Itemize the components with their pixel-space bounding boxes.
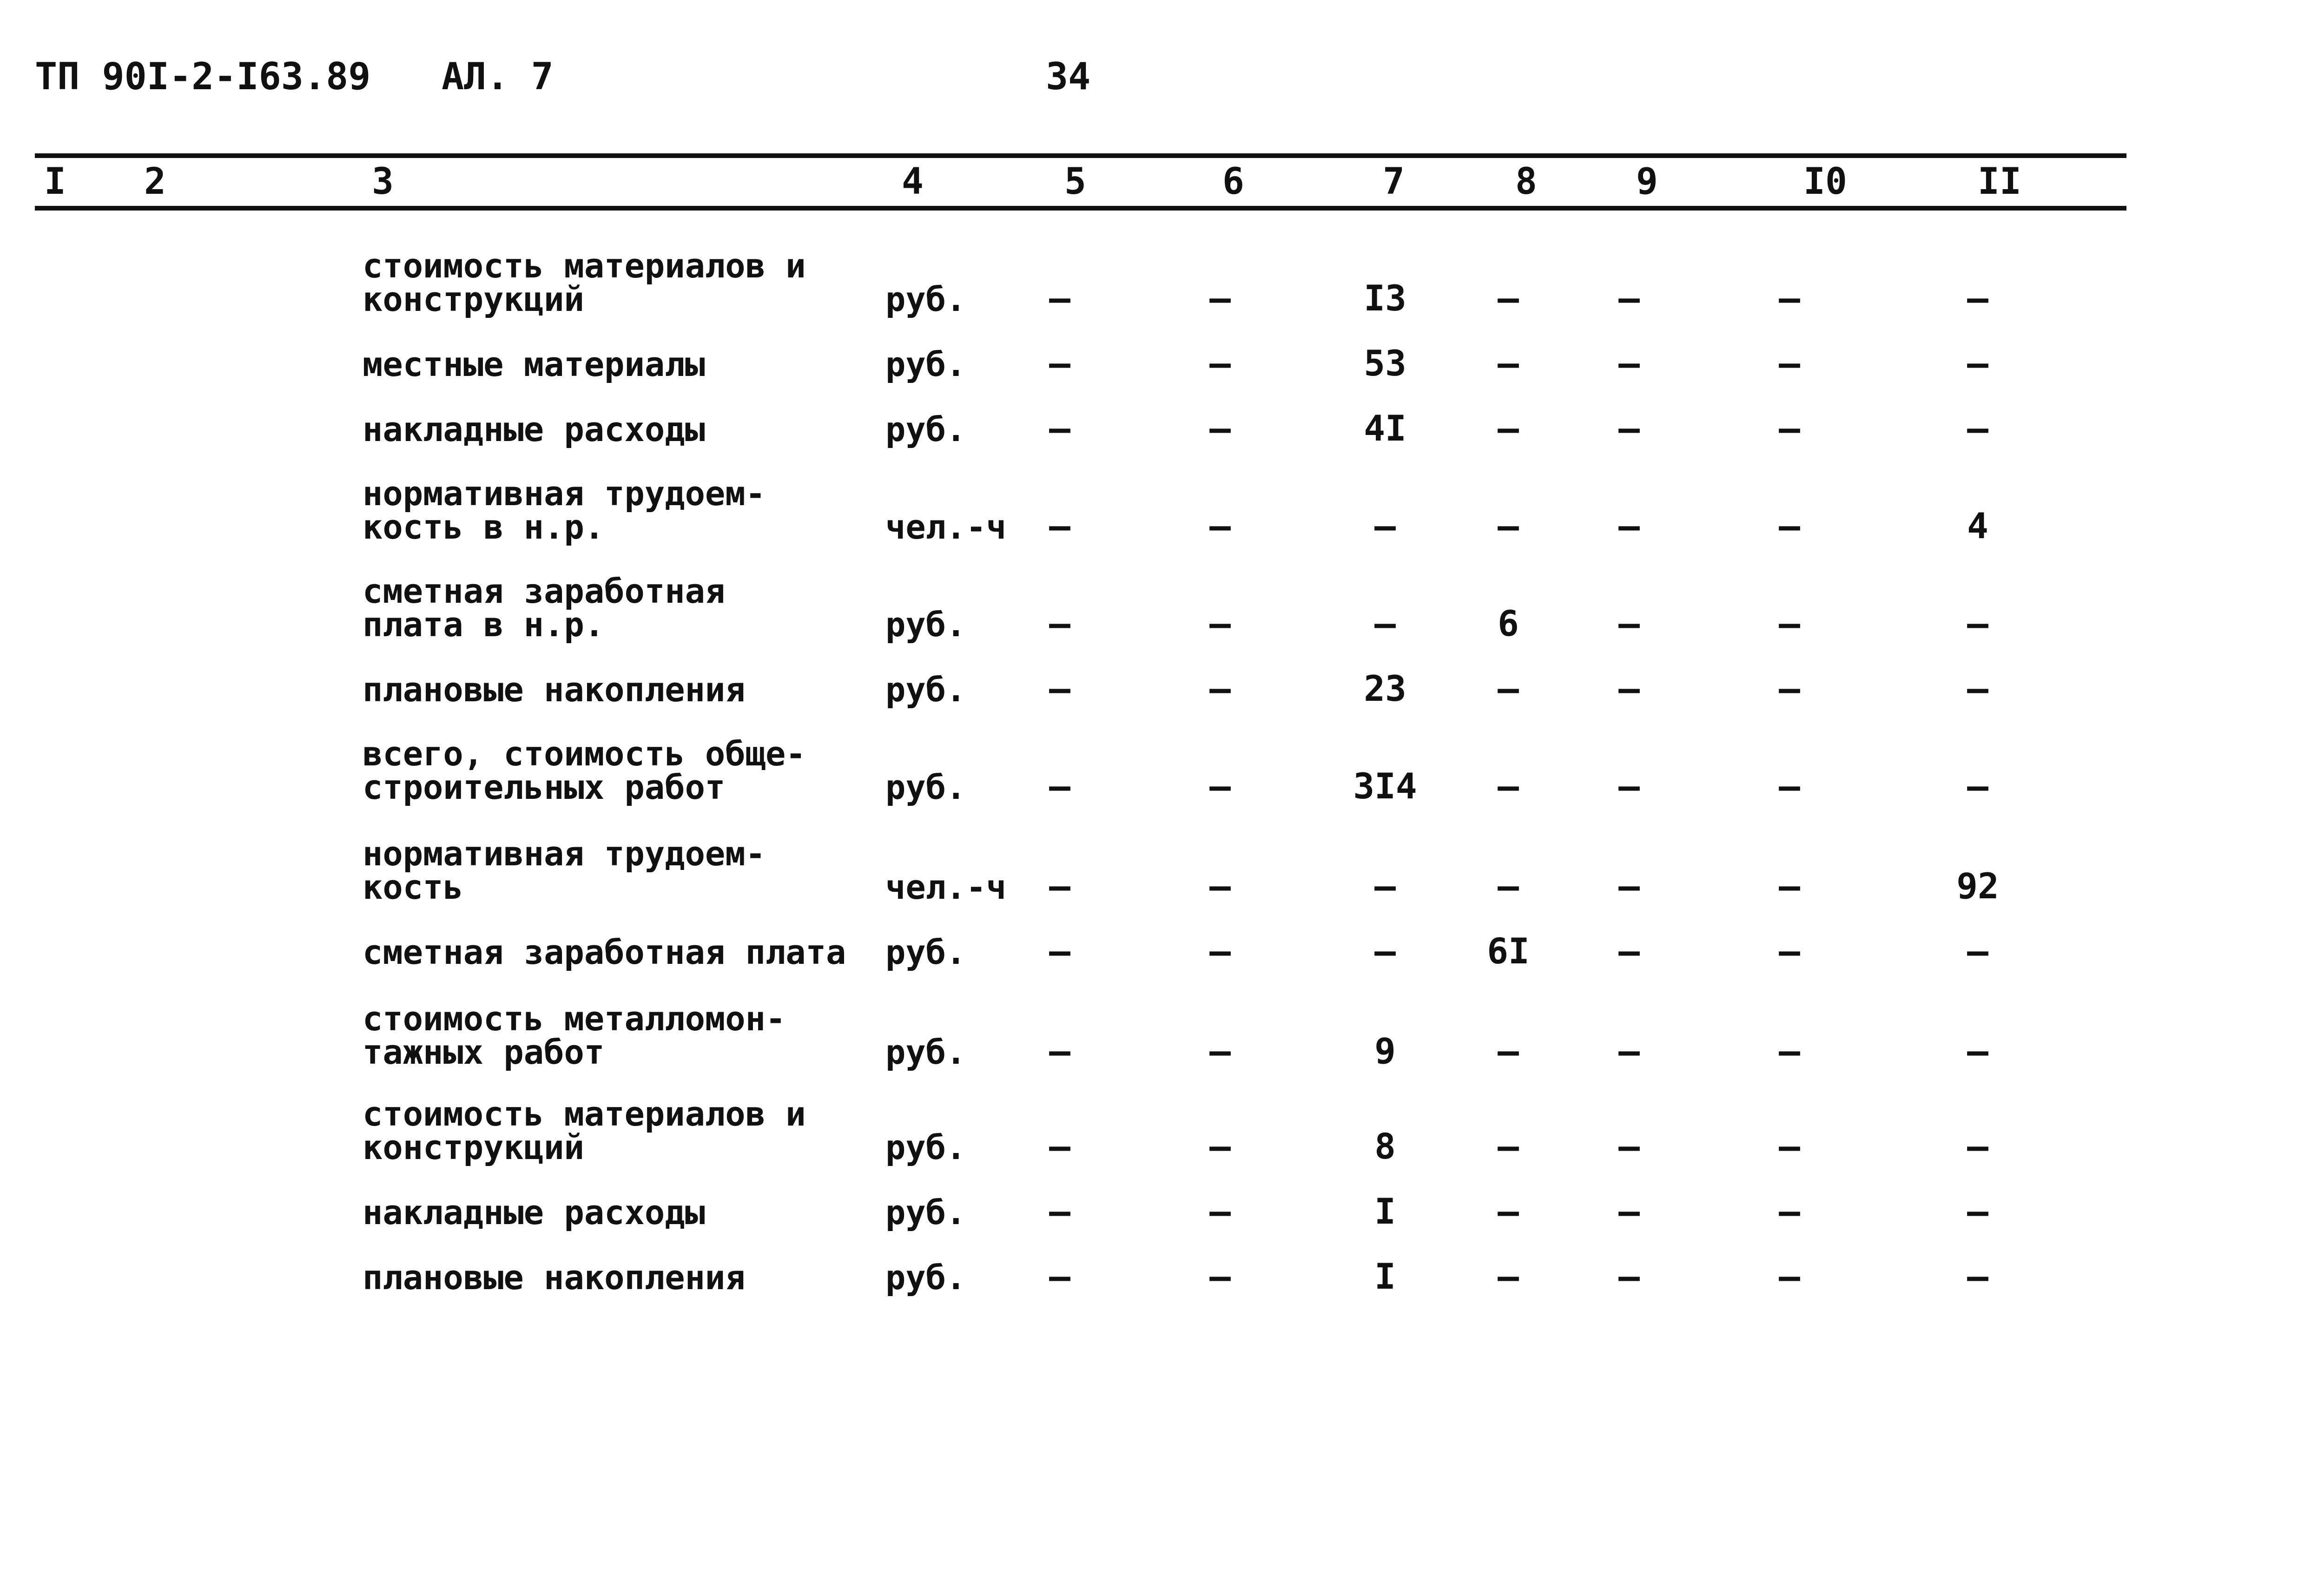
cell-col-8: – [1498, 505, 1519, 547]
table-row [0, 474, 2324, 547]
cell-col-10: – [1779, 603, 1800, 644]
cell-col-5: – [1049, 930, 1070, 972]
row-label-line: конструкций [363, 280, 584, 319]
row-unit: руб. [885, 1258, 966, 1297]
table-header-bottom-rule [35, 206, 2126, 211]
cell-col-10: – [1779, 668, 1800, 709]
cell-col-7: 9 [1374, 1030, 1396, 1072]
column-number-3: 3 [372, 161, 394, 203]
row-unit: руб. [885, 670, 966, 709]
cell-col-7: – [1374, 865, 1396, 907]
row-label [363, 1258, 746, 1297]
cell-col-9: – [1618, 865, 1640, 907]
cell-col-11: – [1967, 668, 1988, 709]
row-label-line: всего, стоимость обще- [363, 734, 806, 773]
cell-col-5: – [1049, 865, 1070, 907]
cell-col-9: – [1618, 1191, 1640, 1232]
cell-col-8: – [1498, 1030, 1519, 1072]
cell-col-7: I [1374, 1256, 1396, 1297]
cell-col-9: – [1618, 1256, 1640, 1297]
column-number-5: 5 [1064, 161, 1086, 203]
row-label-line: сметная заработная плата [363, 933, 846, 972]
row-label [363, 1094, 806, 1167]
cell-col-6: – [1209, 1191, 1231, 1232]
cell-col-8: – [1498, 765, 1519, 807]
row-label-line: плата в н.р. [363, 605, 605, 644]
cell-col-9: – [1618, 1126, 1640, 1167]
column-number-7: 7 [1383, 161, 1405, 203]
cell-col-5: – [1049, 408, 1070, 449]
table-row [0, 930, 2324, 972]
cell-col-11: – [1967, 603, 1988, 644]
cell-col-8: – [1498, 1191, 1519, 1232]
column-number-4: 4 [902, 161, 924, 203]
cell-col-7: I [1374, 1191, 1396, 1232]
row-label-line: нормативная трудоем- [363, 474, 766, 513]
sheet-label: АЛ. 7 [442, 55, 554, 98]
cell-col-11: – [1967, 930, 1988, 972]
cell-col-11: 4 [1967, 505, 1988, 547]
row-label [363, 933, 846, 972]
row-label-line: плановые накопления [363, 670, 746, 709]
row-unit: руб. [885, 1033, 966, 1072]
cell-col-10: – [1779, 505, 1800, 547]
cell-col-6: – [1209, 603, 1231, 644]
cell-col-10: – [1779, 277, 1800, 319]
cell-col-9: – [1618, 408, 1640, 449]
row-unit: руб. [885, 1193, 966, 1232]
row-label [363, 474, 766, 547]
row-unit: руб. [885, 768, 966, 807]
row-label-line: накладные расходы [363, 1193, 705, 1232]
cell-col-7: I3 [1364, 277, 1406, 319]
table-row [0, 834, 2324, 907]
cell-col-5: – [1049, 765, 1070, 807]
cell-col-7: 8 [1374, 1126, 1396, 1167]
cell-col-11: – [1967, 277, 1988, 319]
column-number-2: 2 [144, 161, 166, 203]
row-label [363, 1193, 705, 1232]
row-label-line: местные материалы [363, 345, 705, 384]
cell-col-9: – [1618, 277, 1640, 319]
cell-col-10: – [1779, 343, 1800, 384]
cell-col-5: – [1049, 1191, 1070, 1232]
row-unit: руб. [885, 345, 966, 384]
table-row [0, 1256, 2324, 1297]
column-number-6: 6 [1222, 161, 1244, 203]
cell-col-6: – [1209, 1030, 1231, 1072]
row-label [363, 734, 806, 807]
cell-col-10: – [1779, 1256, 1800, 1297]
cell-col-11: – [1967, 1256, 1988, 1297]
row-label-line: стоимость металломон- [363, 999, 786, 1038]
row-label-line: плановые накопления [363, 1258, 746, 1297]
row-label-line: накладные расходы [363, 410, 705, 449]
row-unit: руб. [885, 410, 966, 449]
cell-col-7: 23 [1364, 668, 1406, 709]
row-unit: руб. [885, 605, 966, 644]
cell-col-7: – [1374, 930, 1396, 972]
row-label [363, 834, 766, 907]
cell-col-9: – [1618, 930, 1640, 972]
cell-col-11: – [1967, 1126, 1988, 1167]
cell-col-5: – [1049, 1256, 1070, 1297]
cell-col-6: – [1209, 1256, 1231, 1297]
cell-col-8: 6 [1498, 603, 1519, 644]
cell-col-6: – [1209, 343, 1231, 384]
cell-col-8: – [1498, 668, 1519, 709]
row-label-line: стоимость материалов и [363, 246, 806, 285]
row-label-line: кость [363, 868, 463, 907]
cell-col-11: – [1967, 343, 1988, 384]
cell-col-6: – [1209, 408, 1231, 449]
cell-col-8: – [1498, 408, 1519, 449]
row-label-line: тажных работ [363, 1033, 605, 1072]
page-number: 34 [1046, 55, 1091, 98]
row-label [363, 572, 726, 644]
table-row [0, 999, 2324, 1072]
column-number-1: I [44, 161, 66, 203]
cell-col-9: – [1618, 603, 1640, 644]
cell-col-9: – [1618, 505, 1640, 547]
row-unit: руб. [885, 1128, 966, 1167]
cell-col-5: – [1049, 603, 1070, 644]
cell-col-8: – [1498, 1256, 1519, 1297]
cell-col-9: – [1618, 765, 1640, 807]
cell-col-11: – [1967, 1191, 1988, 1232]
cell-col-5: – [1049, 343, 1070, 384]
row-label-line: конструкций [363, 1128, 584, 1167]
cell-col-9: – [1618, 1030, 1640, 1072]
cell-col-6: – [1209, 865, 1231, 907]
cell-col-11: – [1967, 765, 1988, 807]
cell-col-6: – [1209, 668, 1231, 709]
row-label [363, 410, 705, 449]
cell-col-8: 6I [1487, 930, 1530, 972]
column-number-10: I0 [1803, 161, 1847, 203]
cell-col-7: 4I [1364, 408, 1406, 449]
row-label [363, 670, 746, 709]
row-unit: чел.-ч [885, 868, 1007, 907]
document-code: ТП 90I-2-I63.89 [35, 55, 371, 98]
cell-col-8: – [1498, 277, 1519, 319]
cell-col-8: – [1498, 1126, 1519, 1167]
table-row [0, 572, 2324, 644]
table-row [0, 1191, 2324, 1232]
cell-col-10: – [1779, 1030, 1800, 1072]
cell-col-7: 3I4 [1353, 765, 1417, 807]
cell-col-9: – [1618, 668, 1640, 709]
row-unit: руб. [885, 280, 966, 319]
cell-col-11: – [1967, 408, 1988, 449]
cell-col-6: – [1209, 765, 1231, 807]
cell-col-10: – [1779, 1126, 1800, 1167]
cell-col-10: – [1779, 765, 1800, 807]
cell-col-6: – [1209, 1126, 1231, 1167]
table-row [0, 1094, 2324, 1167]
cell-col-5: – [1049, 505, 1070, 547]
cell-col-11: – [1967, 1030, 1988, 1072]
table-row [0, 734, 2324, 807]
row-label-line: строительных работ [363, 768, 726, 807]
row-unit: чел.-ч [885, 507, 1007, 547]
cell-col-10: – [1779, 1191, 1800, 1232]
cell-col-5: – [1049, 277, 1070, 319]
cell-col-11: 92 [1956, 865, 1999, 907]
cell-col-6: – [1209, 505, 1231, 547]
cell-col-7: – [1374, 505, 1396, 547]
table-row [0, 343, 2324, 384]
row-label-line: сметная заработная [363, 572, 726, 611]
cell-col-9: – [1618, 343, 1640, 384]
cell-col-6: – [1209, 930, 1231, 972]
cell-col-7: – [1374, 603, 1396, 644]
column-number-8: 8 [1515, 161, 1537, 203]
row-label [363, 999, 786, 1072]
cell-col-10: – [1779, 408, 1800, 449]
cell-col-8: – [1498, 865, 1519, 907]
column-number-11: II [1978, 161, 2021, 203]
table-row [0, 246, 2324, 319]
cell-col-6: – [1209, 277, 1231, 319]
cell-col-7: 53 [1364, 343, 1406, 384]
cell-col-5: – [1049, 1126, 1070, 1167]
cell-col-5: – [1049, 1030, 1070, 1072]
table-row [0, 408, 2324, 449]
column-number-9: 9 [1636, 161, 1658, 203]
table-row [0, 668, 2324, 709]
cell-col-8: – [1498, 343, 1519, 384]
row-label [363, 345, 705, 384]
row-label-line: нормативная трудоем- [363, 834, 766, 873]
cell-col-10: – [1779, 865, 1800, 907]
row-label-line: кость в н.р. [363, 507, 605, 547]
cell-col-10: – [1779, 930, 1800, 972]
table-top-rule [35, 153, 2126, 158]
row-label [363, 246, 806, 319]
cell-col-5: – [1049, 668, 1070, 709]
row-label-line: стоимость материалов и [363, 1094, 806, 1133]
row-unit: руб. [885, 933, 966, 972]
